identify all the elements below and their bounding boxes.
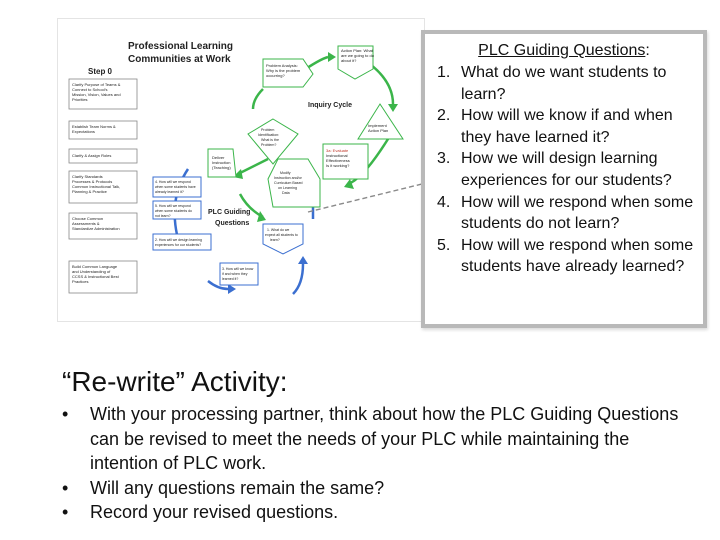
guiding-q3: 3. How will we know if and when they learned it?	[222, 267, 254, 281]
activity-title: “Re-write” Activity:	[62, 366, 288, 397]
list-item: • Record your revised questions.	[62, 500, 702, 525]
guiding-q5: 5. How will we respond when some students do not learn?	[155, 204, 192, 218]
list-item: • Will any questions remain the same?	[62, 476, 702, 501]
diagram-title-1: Professional Learning	[128, 41, 234, 52]
guiding-q2: 2. How will we design learning experiences for our students?	[155, 238, 202, 247]
bullet-icon: •	[62, 477, 69, 498]
diagram-title-2: Communities at Work	[128, 54, 231, 65]
guiding-questions-title-colon: :	[645, 42, 650, 59]
guiding-q1: 1. What do we expect all students to learn?	[265, 228, 298, 242]
node-problem-analysis: Problem Analysis: Why is the problem occurring?	[266, 63, 301, 78]
guiding-q4: 4. How will we respond when some students have already learned it?	[155, 180, 196, 194]
guiding-questions-list	[437, 62, 707, 278]
node-deliver: Deliver Instruction (Teaching)	[212, 155, 231, 170]
list-item: 5. How will we respond when some students have already learned?	[437, 236, 694, 276]
list-item: 1. What do we want students to learn?	[437, 64, 667, 103]
list-item: 4. How will we respond when some students do not learn?	[437, 193, 694, 233]
node-problem-identification: Problem Identification: What is the Problem?	[258, 128, 280, 147]
plc-guiding-label-2: Questions	[215, 220, 250, 227]
node-implement: Implement Action Plan	[368, 123, 389, 133]
left-box-6: Build Common Language and Understanding of CCSS & Instructional Best Practices	[72, 264, 119, 284]
activity-bullets	[62, 402, 702, 525]
inquiry-cycle-label: Inquiry Cycle	[308, 102, 352, 109]
left-box-2: Establish Team Norms & Expectations	[72, 124, 116, 134]
plc-guiding-label-1: PLC Guiding	[208, 209, 251, 216]
left-box-5: Choose Common Assessments & Standardize Administration	[72, 216, 120, 231]
node-action-plan: Action Plan: What are we going to do about it?	[341, 48, 374, 63]
list-item: • With your processing partner, think about how the PLC Guiding Questions can be revised to meet the needs of your PLC while maintaining the intention of PLC work.	[62, 402, 702, 476]
step-0-label: Step 0	[88, 67, 113, 76]
node-modify: Modify Instruction and/or Curriculum Based on Learning Data	[274, 171, 303, 195]
bullet-icon: •	[62, 502, 69, 522]
node-evaluate: 3a: Evaluate Instructional Effectiveness Is it working?	[326, 148, 350, 168]
guiding-questions-title	[425, 40, 703, 61]
list-item: 3. How we will design learning experiences for our students?	[437, 150, 672, 189]
guiding-questions-box	[421, 30, 707, 328]
bullet-icon: •	[62, 404, 69, 424]
list-item: 2. How will we know if and when they have learned it?	[437, 107, 673, 146]
left-box-1: Clarify Purpose of Teams & Connect to School's Mission, Vision, Values and Priorities	[72, 82, 121, 102]
guiding-questions-title-text: PLC Guiding Questions	[478, 42, 646, 59]
left-box-4: Clarify Standards Processes & Protocols Common Instructional Talk, Planning & Practice	[72, 174, 121, 194]
left-box-3: Clarify & Assign Roles	[72, 153, 112, 158]
